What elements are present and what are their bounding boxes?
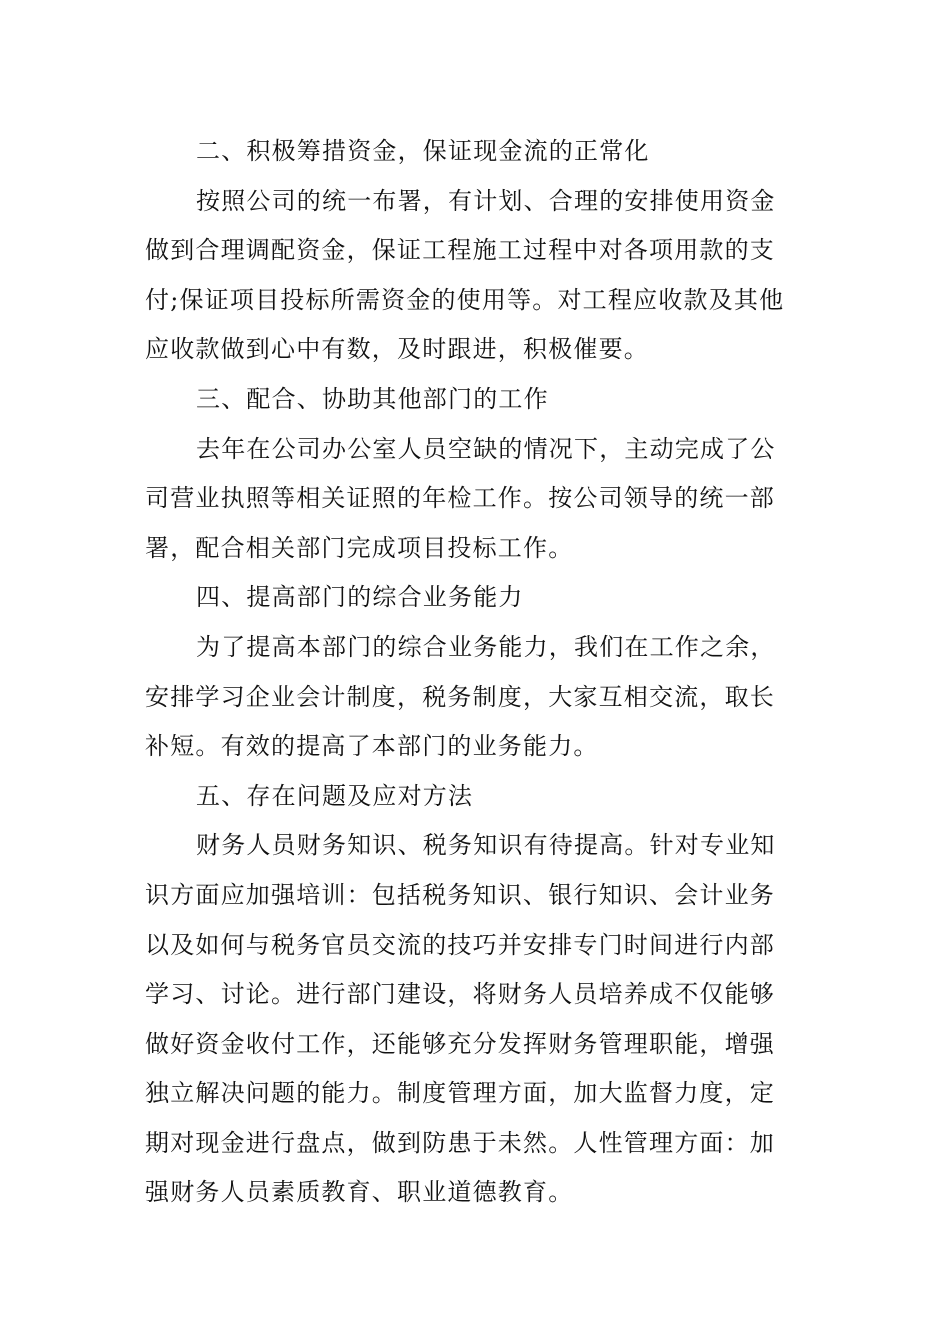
paragraph-line: 以及如何与税务官员交流的技巧并安排专门时间进行内部: [145, 930, 775, 959]
section-heading: 五、存在问题及应对方法: [196, 781, 474, 810]
document-page: [145, 127, 810, 1218]
section-heading: 四、提高部门的综合业务能力: [196, 583, 524, 612]
section-funding: [145, 127, 810, 375]
paragraph-line: 强财务人员素质教育、职业道德教育。: [145, 1178, 574, 1207]
paragraph-line: 司营业执照等相关证照的年检工作。按公司领导的统一部: [145, 484, 775, 513]
section-problems: [145, 772, 810, 1218]
section-heading: 二、积极筹措资金，保证现金流的正常化: [196, 137, 650, 165]
paragraph-line: 补短。有效的提高了本部门的业务能力。: [145, 732, 599, 761]
paragraph-line: 学习、讨论。进行部门建设，将财务人员培养成不仅能够: [145, 980, 775, 1009]
paragraph-line: 安排学习企业会计制度，税务制度，大家互相交流，取长: [145, 682, 775, 711]
paragraph-line: 为了提高本部门的综合业务能力，我们在工作之余，: [196, 632, 776, 661]
paragraph-line: 按照公司的统一布署，有计划、合理的安排使用资金: [196, 186, 776, 215]
paragraph-line: 期对现金进行盘点，做到防患于未然。人性管理方面：加: [145, 1128, 775, 1157]
paragraph-line: 去年在公司办公室人员空缺的情况下，主动完成了公: [196, 434, 776, 463]
paragraph-line: 识方面应加强培训：包括税务知识、银行知识、会计业务: [145, 880, 775, 909]
paragraph-line: 应收款做到心中有数，及时跟进，积极催要。: [145, 335, 649, 364]
paragraph-line: 独立解决问题的能力。制度管理方面，加大监督力度，定: [145, 1079, 775, 1108]
paragraph-line: 财务人员财务知识、税务知识有待提高。针对专业知: [196, 831, 776, 860]
paragraph-line: 做好资金收付工作，还能够充分发挥财务管理职能，增强: [145, 1029, 775, 1058]
paragraph-line: 付;保证项目投标所需资金的使用等。对工程应收款及其他: [145, 285, 785, 314]
section-heading: 三、配合、协助其他部门的工作: [196, 384, 549, 413]
section-cooperation: [145, 375, 810, 573]
paragraph-line: 署，配合相关部门完成项目投标工作。: [145, 533, 574, 562]
paragraph-line: 做到合理调配资金，保证工程施工过程中对各项用款的支: [145, 236, 775, 265]
section-capability: [145, 573, 810, 771]
